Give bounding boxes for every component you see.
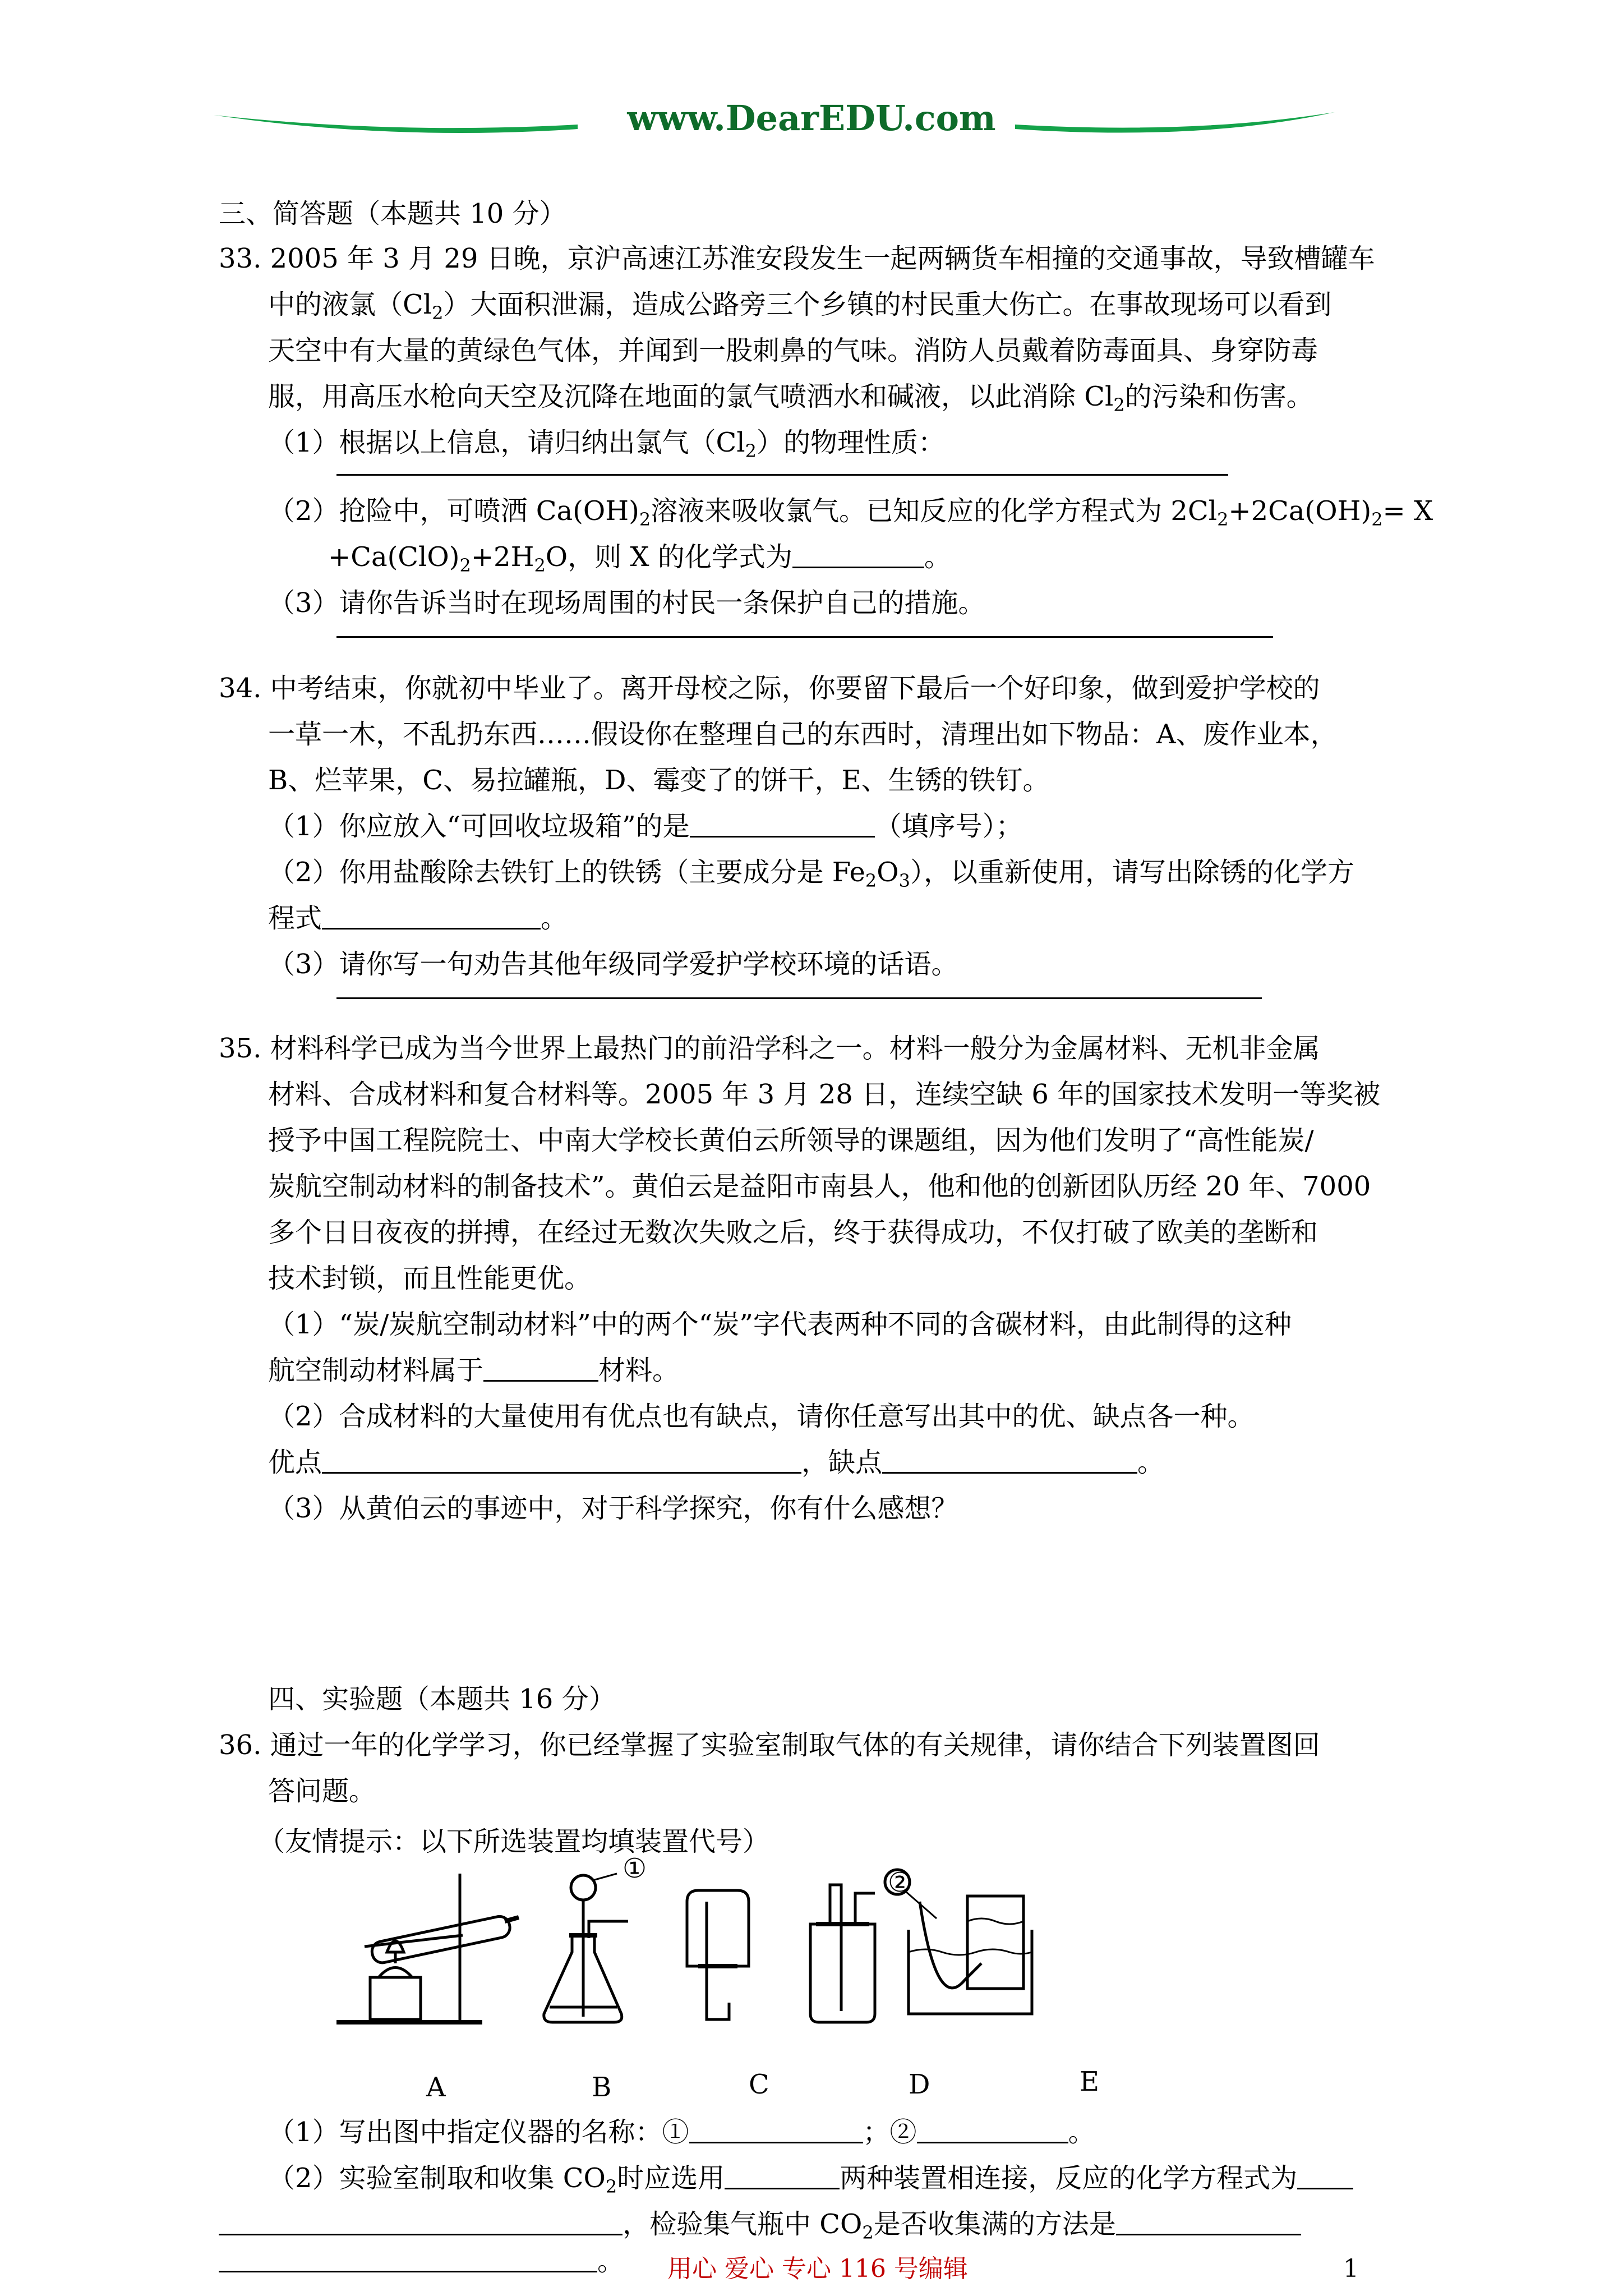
q33-part-2-cont: $+Ca(ClO)_2+2H_2O$，则 X 的化学式为 。 bbox=[328, 541, 951, 576]
q33-line-2: 中的液氯$(Cl_2)$大面积泄漏，造成公路旁三个乡镇的村民重大伤亡。在事故现场可以看到 bbox=[268, 289, 1332, 324]
q33-line-4: 服，用高压水枪向天空及沉降在地面的氯气喷洒水和碱液，以此消除 $Cl_2$的污染和伤害。 bbox=[268, 381, 1313, 416]
q35-part-3: （3）从黄伯云的事迹中，对于科学探究，你有什么感想？ bbox=[268, 1493, 958, 1524]
q34-part-2: （2）你用盐酸除去铁钉上的铁锈（主要成分是 $Fe_2O_3$），以重新使用，请写出除锈的化学方 bbox=[268, 857, 1354, 891]
q36-part-2-cont: ，检验集气瓶中 $CO_2$是否收集满的方法是 bbox=[219, 2201, 1301, 2247]
q35-line-3: 授予中国工程院院士、中南大学校长黄伯云所领导的课题组，因为他们发明了“高性能炭/ bbox=[268, 1125, 1314, 1156]
q33-answer-line-3[interactable] bbox=[336, 636, 1273, 638]
q36-line-2: 答问题。 bbox=[268, 1775, 376, 1807]
q36-equation-blank-start[interactable] bbox=[1297, 2162, 1353, 2189]
q33-answer-line-1[interactable] bbox=[336, 474, 1228, 476]
q36-method-blank-cont[interactable] bbox=[219, 2245, 597, 2272]
q36-line-1: 36. 通过一年的化学学习，你已经掌握了实验室制取气体的有关规律，请你结合下列装置图回 bbox=[219, 1729, 1320, 1761]
q35-line-1: 35. 材料科学已成为当今世界上最热门的前沿学科之一。材料一般分为金属材料、无机非金属 bbox=[219, 1033, 1320, 1064]
q36-part-2: （2）实验室制取和收集 $CO_2$时应选用 两种装置相连接，反应的化学方程式为 bbox=[268, 2155, 1353, 2201]
q34-answer-line-3[interactable] bbox=[336, 997, 1262, 999]
q34-part-1: （1）你应放入“可回收垃圾箱”的是 （填序号）； bbox=[268, 811, 1023, 842]
apparatus-a-heating-tube bbox=[336, 1874, 519, 2022]
mark-1-label: ① bbox=[623, 1853, 647, 1884]
q35-disadvantage-blank[interactable] bbox=[882, 1446, 1137, 1474]
q36-equation-blank[interactable] bbox=[219, 2208, 623, 2235]
q36-part-2-end: 。 bbox=[219, 2238, 624, 2284]
apparatus-label-d: D bbox=[909, 2069, 930, 2100]
apparatus-label-e: E bbox=[1080, 2066, 1100, 2097]
q35-material-blank[interactable] bbox=[483, 1354, 598, 1382]
footer-text: 用心 爱心 专心 116 号编辑 bbox=[667, 2254, 968, 2283]
q36-method-blank[interactable] bbox=[1116, 2208, 1301, 2235]
apparatus-b-flask bbox=[544, 1875, 628, 2022]
q34-line-2: 一草一木，不乱扔东西……假设你在整理自己的东西时，清理出如下物品：A、废作业本， bbox=[268, 719, 1338, 750]
q34-line-3: B、烂苹果，C、易拉罐瓶，D、霉变了的饼干，E、生锈的铁钉。 bbox=[268, 765, 1050, 796]
q34-line-1: 34. 中考结束，你就初中毕业了。离开母校之际，你要留下最后一个好印象，做到爱护学校的 bbox=[219, 673, 1320, 704]
q36-part-1: （1）写出图中指定仪器的名称：① ；② 。 bbox=[268, 2116, 1095, 2148]
q34-part-2-cont: 程式 。 bbox=[268, 903, 568, 934]
q36-device-blank[interactable] bbox=[725, 2162, 840, 2189]
section-4-title: 四、实验题（本题共 16 分） bbox=[268, 1683, 616, 1715]
q36-instrument-2-blank[interactable] bbox=[917, 2116, 1068, 2143]
q36-instrument-1-blank[interactable] bbox=[689, 2116, 863, 2143]
site-url: www.DearEDU.com bbox=[627, 98, 996, 139]
q35-line-6: 技术封锁，而且性能更优。 bbox=[268, 1263, 592, 1294]
q33-line-1: 33. 2005 年 3 月 29 日晚，京沪高速江苏淮安段发生一起两辆货车相撞的交通事故，导致槽罐车 bbox=[219, 243, 1375, 274]
q35-advantage-blank[interactable] bbox=[322, 1446, 801, 1474]
apparatus-c-gas-jar bbox=[687, 1890, 749, 2019]
q35-part-2: （2）合成材料的大量使用有优点也有缺点，请你任意写出其中的优、缺点各一种。 bbox=[268, 1401, 1255, 1432]
apparatus-label-b: B bbox=[592, 2072, 612, 2103]
q33-part-2: （2）抢险中，可喷洒 $Ca(OH)_2$溶液来吸收氯气。已知反应的化学方程式为 $2Cl_2+2Ca(OH)_2= X$ bbox=[268, 495, 1433, 530]
q33-x-formula-blank[interactable] bbox=[792, 541, 924, 568]
section-3-title: 三、简答题（本题共 10 分） bbox=[219, 198, 566, 229]
q36-hint: （友情提示：以下所选装置均填装置代号） bbox=[258, 1826, 770, 1857]
mark-2-label: ② bbox=[888, 1867, 912, 1898]
q34-equation-blank[interactable] bbox=[322, 902, 541, 930]
q33-line-3: 天空中有大量的黄绿色气体，并闻到一股刺鼻的气味。消防人员戴着防毒面具、身穿防毒 bbox=[268, 335, 1318, 366]
q34-recycle-blank[interactable] bbox=[690, 810, 875, 838]
q35-line-2: 材料、合成材料和复合材料等。2005 年 3 月 28 日，连续空缺 6 年的国家技术发明一等奖被 bbox=[268, 1079, 1381, 1110]
apparatus-label-a: A bbox=[426, 2072, 446, 2103]
apparatus-figure bbox=[336, 1868, 1206, 2059]
q35-part-1-cont: 航空制动材料属于 材料。 bbox=[268, 1355, 680, 1386]
q33-part-3: （3）请你告诉当时在现场周围的村民一条保护自己的措施。 bbox=[268, 587, 985, 619]
q35-part-2-cont: 优点 ，缺点 。 bbox=[268, 1447, 1165, 1478]
q35-part-1: （1）“炭/炭航空制动材料”中的两个“炭”字代表两种不同的含碳材料，由此制得的这种 bbox=[268, 1309, 1292, 1340]
q35-line-4: 炭航空制动材料的制备技术”。黄伯云是益阳市南县人，他和他的创新团队历经 20 年、7000 bbox=[268, 1171, 1371, 1202]
apparatus-label-c: C bbox=[749, 2069, 769, 2100]
apparatus-d-gas-jar bbox=[810, 1885, 875, 2022]
page-number: 1 bbox=[1343, 2254, 1359, 2283]
q34-part-3: （3）请你写一句劝告其他年级同学爱护学校环境的话语。 bbox=[268, 949, 958, 980]
q33-part-1: （1）根据以上信息，请归纳出氯气$(Cl_2)$的物理性质： bbox=[268, 427, 945, 462]
q35-line-5: 多个日日夜夜的拼搏，在经过无数次失败之后，终于获得成功，不仅打破了欧美的垄断和 bbox=[268, 1217, 1318, 1248]
